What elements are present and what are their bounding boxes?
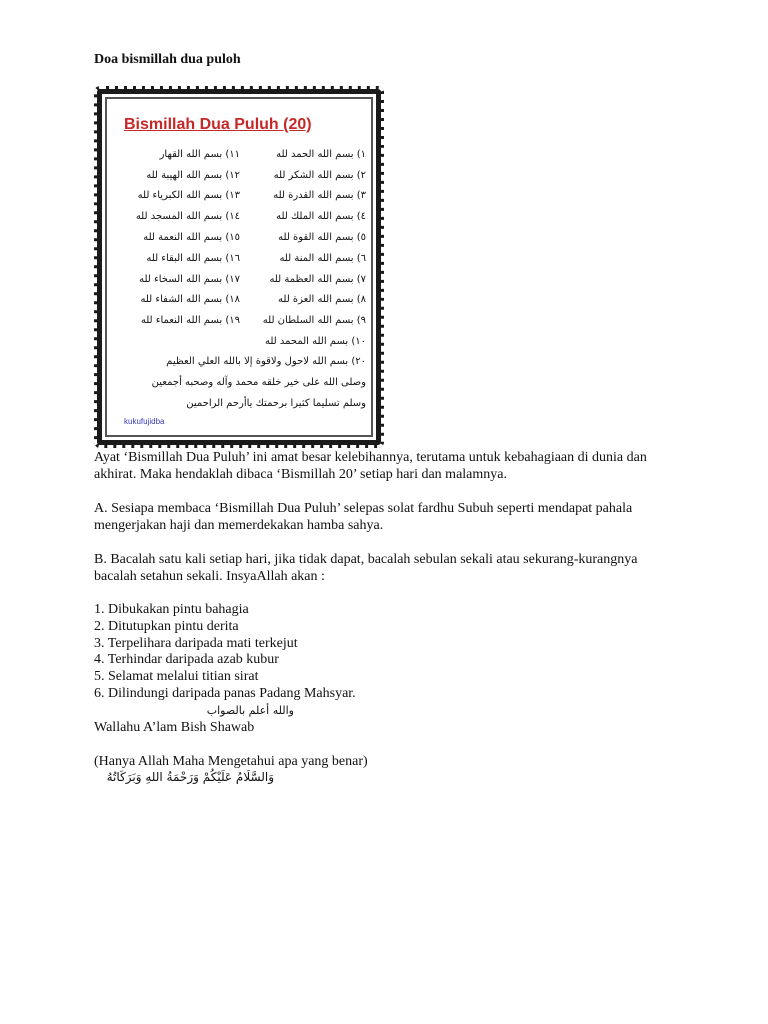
verse-row bbox=[122, 144, 366, 165]
verse-right: ٤) بسم الله الملك لله bbox=[276, 211, 366, 223]
verse-right: ٢) بسم الله الشكر لله bbox=[273, 169, 366, 181]
bismillah-image bbox=[94, 86, 384, 448]
verse-row bbox=[122, 331, 366, 352]
verse-right: ٧) بسم الله العظمة لله bbox=[269, 273, 366, 285]
verse-right: ٩) بسم الله السلطان لله bbox=[262, 315, 366, 327]
verse-row bbox=[122, 269, 366, 290]
latin-phrase: Wallahu A’lam Bish Shawab bbox=[94, 720, 255, 735]
translation-line: (Hanya Allah Maha Mengetahui apa yang benar) bbox=[94, 754, 368, 769]
arabic-phrase: والله أعلم بالصواب bbox=[206, 704, 294, 717]
verse-line: وسلم تسليما كثيرا برحمتك ياأرحم الراحمين bbox=[186, 397, 366, 409]
verse-right: ٣) بسم الله القدرة لله bbox=[273, 190, 366, 202]
verse-right: ٦) بسم الله المنة لله bbox=[279, 252, 366, 264]
verse-left: ١٢) بسم الله الهيبة لله bbox=[146, 169, 240, 181]
list-item: 4. Terhindar daripada azab kubur bbox=[94, 652, 279, 668]
verse-left: ١٥) بسم الله النعمة لله bbox=[143, 232, 240, 244]
salam-arabic: وَالسَّلَامُ عَلَيْكُمْ وَرَحْمَةُ اللهِ وَبَرَكَاتُهُ bbox=[106, 770, 274, 784]
verse-row bbox=[122, 165, 366, 186]
list-item: 6. Dilindungi daripada panas Padang Mahsyar. bbox=[94, 685, 356, 701]
verse-left: ١٣) بسم الله الكبرياء لله bbox=[137, 190, 240, 202]
verse-left: ١٩) بسم الله النعماء لله bbox=[140, 315, 240, 327]
image-watermark: kukufujidba bbox=[124, 417, 165, 426]
verse-left: ١١) بسم الله القهار bbox=[159, 148, 240, 160]
paragraph-a: A. Sesiapa membaca ‘Bismillah Dua Puluh’ selepas solat fardhu Subuh seperti mendapat pahala mengerjakan haji dan memerdekakan hamba sahya. bbox=[94, 501, 633, 533]
benefits-list bbox=[94, 602, 356, 703]
verse-list bbox=[122, 144, 366, 414]
verse-right: ٥) بسم الله القوة لله bbox=[278, 232, 366, 244]
verse-left: ١٤) بسم الله المسجد لله bbox=[135, 211, 240, 223]
verse-left: ١٨) بسم الله الشفاء لله bbox=[140, 294, 240, 306]
verse-line: وصلى الله على خير خلقه محمد وآله وصحبه أجمعين bbox=[151, 376, 366, 388]
list-item: 5. Selamat melalui titian sirat bbox=[94, 669, 259, 685]
verse-row bbox=[122, 290, 366, 311]
verse-row bbox=[122, 227, 366, 248]
verse-left: ١٦) بسم الله البقاء لله bbox=[146, 252, 240, 264]
image-heading: Bismillah Dua Puluh (20) bbox=[124, 116, 312, 133]
intro-paragraph: Ayat ‘Bismillah Dua Puluh’ ini amat besar kelebihannya, terutama untuk kebahagiaan di dunia dan akhirat. Maka hendaklah dibaca ‘Bismillah 20’ setiap hari dan malamnya. bbox=[94, 450, 647, 482]
verse-row bbox=[122, 310, 366, 331]
verse-line: ٢٠) بسم الله لاحول ولاقوة إلا بالله العلي العظيم bbox=[166, 355, 366, 367]
verse-row bbox=[122, 186, 366, 207]
paragraph-b: B. Bacalah satu kali setiap hari, jika tidak dapat, bacalah sebulan sekali atau sekurang-kurangnya bacalah setahun sekali. InsyaAllah akan : bbox=[94, 552, 638, 584]
list-item: 1. Dibukakan pintu bahagia bbox=[94, 602, 249, 617]
verse-row bbox=[122, 206, 366, 227]
verse-right: ١٠) بسم الله المحمد لله bbox=[264, 336, 366, 348]
list-item: 3. Terpelihara daripada mati terkejut bbox=[94, 635, 298, 651]
verse-right: ٨) بسم الله العزة لله bbox=[278, 294, 366, 306]
list-item: 2. Ditutupkan pintu derita bbox=[94, 618, 239, 634]
verse-row bbox=[122, 248, 366, 269]
verse-left: ١٧) بسم الله السخاء لله bbox=[139, 273, 240, 285]
document-title: Doa bismillah dua puloh bbox=[94, 52, 241, 67]
verse-right: ١) بسم الله الحمد لله bbox=[276, 148, 366, 160]
